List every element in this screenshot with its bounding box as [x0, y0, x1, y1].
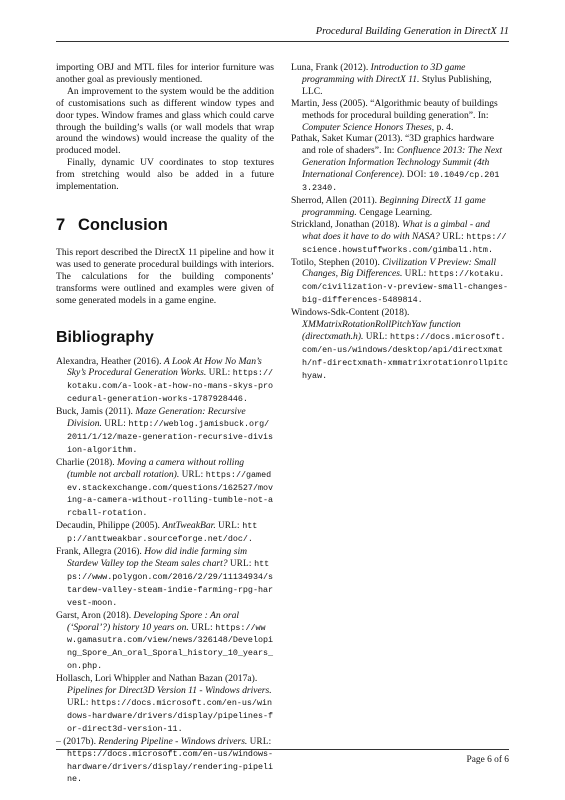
reference-entry	[291, 195, 509, 219]
reference-details: p. 4.	[436, 121, 454, 133]
paragraph-1: importing OBJ and MTL files for interior furniture was another goal as previously mentioned.	[56, 62, 274, 85]
reference-entry	[291, 307, 509, 382]
paragraph-3: Finally, dynamic UV coordinates to stop textures from stretching would also be added in a future implementation.	[56, 157, 274, 193]
reference-url[interactable]: https://science.howstuffworks.com/gimbal1.htm.	[302, 231, 507, 255]
reference-title: XMMatrixRotationRollPitchYaw function (directxmath.h).	[302, 319, 461, 342]
reference-entry	[291, 257, 509, 308]
reference-title: Maze Generation: Recursive Division.	[67, 406, 246, 430]
right-column	[291, 62, 509, 383]
reference-authors: Hollasch, Lori Whippler and Nathan Bazan (2017a).	[56, 673, 258, 685]
reference-entry	[56, 610, 274, 674]
reference-authors: Pathak, Saket Kumar (2013). “3D graphics hardware and role of shaders”. In:	[291, 133, 495, 157]
reference-entry	[56, 520, 274, 546]
reference-url-label: URL:	[442, 230, 464, 241]
reference-authors: Buck, Jamis (2011).	[56, 406, 133, 418]
reference-title: Confluence 2013: The Next Generation Information Technology Summit (4th International Conference).	[302, 145, 503, 181]
reference-list-left	[56, 356, 274, 787]
reference-authors: Luna, Frank (2012).	[291, 62, 369, 73]
reference-url[interactable]: 10.1049/cp.2013.2340.	[302, 170, 500, 194]
reference-title: Introduction to 3D game programming with DirectX 11.	[302, 62, 466, 85]
reference-url-label: URL:	[404, 268, 427, 279]
reference-authors: Garst, Aron (2018).	[56, 609, 132, 621]
reference-url-label: URL:	[218, 520, 240, 531]
reference-url-label: URL:	[208, 367, 231, 378]
reference-entry	[56, 546, 274, 610]
reference-entry	[56, 406, 274, 457]
reference-url-label: URL:	[191, 621, 213, 632]
reference-authors: Strickland, Jonathan (2018).	[291, 218, 400, 230]
reference-title: How did indie farming sim Stardew Valley top the Steam sales chart?	[67, 546, 248, 569]
reference-authors: Martin, Jess (2005). “Algorithmic beauty of buildings methods for procedural building generation”. In:	[291, 97, 498, 121]
reference-url[interactable]: https://gamedev.stackexchange.com/questions/162527/moving-a-camera-without-rolling-tumble-not-arcball-rotation.	[67, 469, 274, 519]
reference-authors: Windows-Sdk-Content (2018).	[291, 307, 410, 319]
reference-url-label: URL:	[181, 468, 204, 479]
reference-url-label: URL:	[67, 696, 89, 707]
paragraph-2: An improvement to the system would be the addition of customisations such as different window types and door types. Window frames and glass which could carve through the building’s walls (or wall models that wrap around the windows) would increase the quality of the produced model.	[56, 85, 274, 157]
reference-authors: Alexandra, Heather (2016).	[56, 355, 162, 367]
reference-title: Beginning DirectX 11 game programming.	[302, 194, 486, 218]
reference-url[interactable]: https://docs.microsoft.com/en-us/windows-hardware/drivers/display/pipelines-for-direct3d-version-11.	[67, 697, 274, 734]
reference-url[interactable]: https://kotaku.com/a-look-at-how-no-mans-skys-procedural-generation-works-1787928446.	[67, 368, 274, 405]
bibliography-heading: Bibliography	[56, 328, 154, 346]
reference-authors: – (2017b).	[56, 735, 96, 747]
reference-title: Pipelines for Direct3D Version 11 - Windows drivers.	[67, 685, 272, 697]
reference-url-label: URL:	[230, 558, 252, 568]
reference-title: Moving a camera without rolling (tumble not arcball rotation).	[67, 456, 245, 480]
reference-url-label: URL:	[249, 735, 272, 746]
reference-url[interactable]: https://docs.microsoft.com/en-us/windows-hardware/drivers/display/rendering-pipeline.	[67, 748, 274, 785]
reference-url[interactable]: http://anttweakbar.sourceforge.net/doc/.	[67, 521, 258, 545]
reference-url[interactable]: https://www.polygon.com/2016/2/29/11134934/stardew-valley-steam-indie-farming-rpg-harvest-moon.	[67, 559, 274, 608]
reference-url-label: DOI:	[406, 169, 427, 180]
section-heading-conclusion	[56, 215, 274, 235]
footer-rule	[56, 749, 509, 750]
conclusion-paragraph: This report described the DirectX 11 pipeline and how it was used to generate procedural buildings with interiors. The calculations for the building components’ transforms were outlined and examples were given of some generated models in a game engine.	[56, 246, 274, 306]
reference-entry	[291, 133, 509, 195]
header-rule	[56, 41, 509, 42]
reference-details: Cengage Learning.	[359, 206, 433, 218]
reference-list-right	[291, 62, 509, 383]
reference-entry	[291, 98, 509, 134]
reference-title: A Look At How No Man’s Sky’s Procedural Generation Works.	[67, 355, 262, 379]
reference-entry	[56, 457, 274, 521]
reference-entry	[291, 62, 509, 98]
reference-title: Developing Spore : An oral (‘Sporal’?) history 10 years on.	[67, 609, 240, 633]
reference-authors: Frank, Allegra (2016).	[56, 546, 142, 558]
reference-title: Rendering Pipeline - Windows drivers.	[98, 735, 248, 747]
reference-url[interactable]: https://docs.microsoft.com/en-us/windows/desktop/api/directxmath/nf-directxmath-xmmatrixrotationrollpitchyaw.	[302, 331, 509, 381]
reference-entry	[291, 219, 509, 257]
reference-authors: Decaudin, Philippe (2005).	[56, 520, 160, 532]
left-column	[56, 62, 274, 786]
reference-url-label: URL:	[365, 330, 388, 341]
reference-url[interactable]: http://weblog.jamisbuck.org/2011/1/12/maze-generation-recursive-division-algorithm.	[67, 419, 274, 455]
section-number: 7	[56, 215, 66, 234]
reference-authors: Sherrod, Allen (2011).	[291, 194, 377, 206]
reference-authors: Totilo, Stephen (2010).	[291, 256, 380, 268]
reference-title: Computer Science Honors Theses,	[302, 121, 435, 133]
running-header: Procedural Building Generation in DirectX 11	[315, 26, 509, 37]
reference-title: Civilization V Preview: Small Changes, Big Differences.	[302, 256, 497, 280]
reference-url-label: URL:	[104, 418, 127, 429]
reference-details: Stylus Publishing, LLC.	[302, 73, 492, 97]
reference-url[interactable]: https://www.gamasutra.com/view/news/326148/Developing_Spore_An_oral_Sporal_history_10_years_on.php.	[67, 622, 274, 672]
page-number: Page 6 of 6	[466, 755, 509, 765]
reference-title: What is a gimbal - and what does it have to do with NASA?	[302, 218, 490, 242]
reference-authors: Charlie (2018).	[56, 456, 115, 468]
section-title: Conclusion	[78, 215, 168, 234]
reference-url[interactable]: https://kotaku.com/civilization-v-preview-small-changes-big-differences-5489814.	[302, 269, 509, 306]
reference-entry	[56, 356, 274, 407]
reference-entry	[56, 673, 274, 736]
reference-title: AntTweakBar.	[162, 520, 216, 532]
